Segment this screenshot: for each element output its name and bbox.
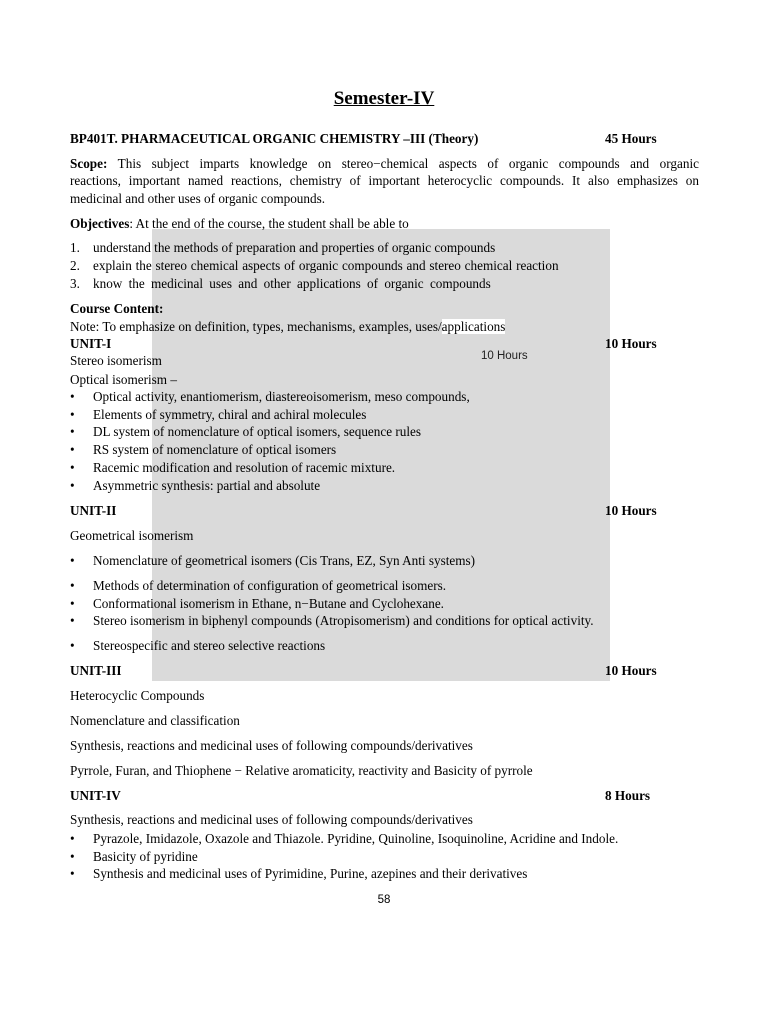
unit3-line: Heterocyclic Compounds: [70, 688, 205, 703]
unit1-hours: 10 Hours: [605, 336, 657, 351]
list-item: • Racemic modification and resolution of racemic mixture.: [70, 460, 396, 475]
scope-line-2: reactions, important named reactions, chemistry of important heterocyclic compounds. It also emphasizes on: [70, 173, 699, 189]
list-item: • Basicity of pyridine: [70, 849, 198, 864]
objective-item: 3. know the medicinal uses and other applications of organic compounds: [70, 276, 491, 291]
course-content-label: Course Content:: [70, 301, 164, 316]
unit2-heading: UNIT-II: [70, 503, 117, 518]
course-title: BP401T. PHARMACEUTICAL ORGANIC CHEMISTRY –III (Theory): [70, 131, 479, 146]
list-item: • Stereo isomerism in biphenyl compounds (Atropisomerism) and conditions for optical activity.: [70, 613, 594, 628]
unit4-intro: Synthesis, reactions and medicinal uses of following compounds/derivatives: [70, 812, 473, 827]
unit3-heading: UNIT-III: [70, 663, 122, 678]
unit3-hours: 10 Hours: [605, 663, 657, 678]
note-highlight: applications: [441, 319, 506, 334]
unit3-line: Nomenclature and classification: [70, 713, 240, 728]
note-line: Note: To emphasize on definition, types, mechanisms, examples, uses/applications: [70, 319, 506, 334]
list-item: • Optical activity, enantiomerism, diastereoisomerism, meso compounds,: [70, 389, 470, 404]
scope-line-1: This subject imparts knowledge on stereo−chemical aspects of organic compounds and organic: [107, 156, 699, 171]
list-item: • Elements of symmetry, chiral and achiral molecules: [70, 407, 367, 422]
list-item: • RS system of nomenclature of optical isomers: [70, 442, 337, 457]
objectives-text: : At the end of the course, the student shall be able to: [129, 216, 409, 231]
unit1-subtopic: Optical isomerism –: [70, 372, 177, 387]
list-item: • Asymmetric synthesis: partial and absolute: [70, 478, 321, 493]
objective-item: 1. understand the methods of preparation and properties of organic compounds: [70, 240, 496, 255]
scope-label: Scope:: [70, 156, 108, 171]
overlay-hours-label: 10 Hours: [481, 350, 528, 362]
list-item: • Methods of determination of configuration of geometrical isomers.: [70, 578, 447, 593]
list-item: • Pyrazole, Imidazole, Oxazole and Thiazole. Pyridine, Quinoline, Isoquinoline, Acridine and Indole.: [70, 831, 619, 846]
unit2-hours: 10 Hours: [605, 503, 657, 518]
unit2-topic: Geometrical isomerism: [70, 528, 194, 543]
page-title: Semester-IV: [333, 88, 435, 109]
list-item: • Nomenclature of geometrical isomers (Cis Trans, EZ, Syn Anti systems): [70, 553, 476, 568]
unit4-heading: UNIT-IV: [70, 788, 121, 803]
unit1-topic: Stereo isomerism: [70, 353, 162, 368]
unit4-hours: 8 Hours: [605, 788, 651, 803]
list-item: • Conformational isomerism in Ethane, n−Butane and Cyclohexane.: [70, 596, 444, 611]
objectives-label: Objectives: [70, 216, 130, 231]
list-item: • Stereospecific and stereo selective reactions: [70, 638, 326, 653]
objectives-intro: [70, 216, 409, 232]
scope-line-3: medicinal and other uses of organic compounds.: [70, 190, 326, 206]
scope-paragraph: [70, 155, 699, 207]
objective-item: 2. explain the stereo chemical aspects of organic compounds and stereo chemical reaction: [70, 258, 559, 273]
unit1-heading: UNIT-I: [70, 336, 112, 351]
unit3-line: Synthesis, reactions and medicinal uses of following compounds/derivatives: [70, 738, 473, 753]
list-item: • DL system of nomenclature of optical isomers, sequence rules: [70, 424, 421, 439]
course-hours: 45 Hours: [605, 131, 657, 146]
unit3-line: Pyrrole, Furan, and Thiophene − Relative aromaticity, reactivity and Basicity of pyrrole: [70, 763, 533, 778]
list-item: • Synthesis and medicinal uses of Pyrimidine, Purine, azepines and their derivatives: [70, 866, 528, 881]
page-number: 58: [377, 894, 391, 906]
